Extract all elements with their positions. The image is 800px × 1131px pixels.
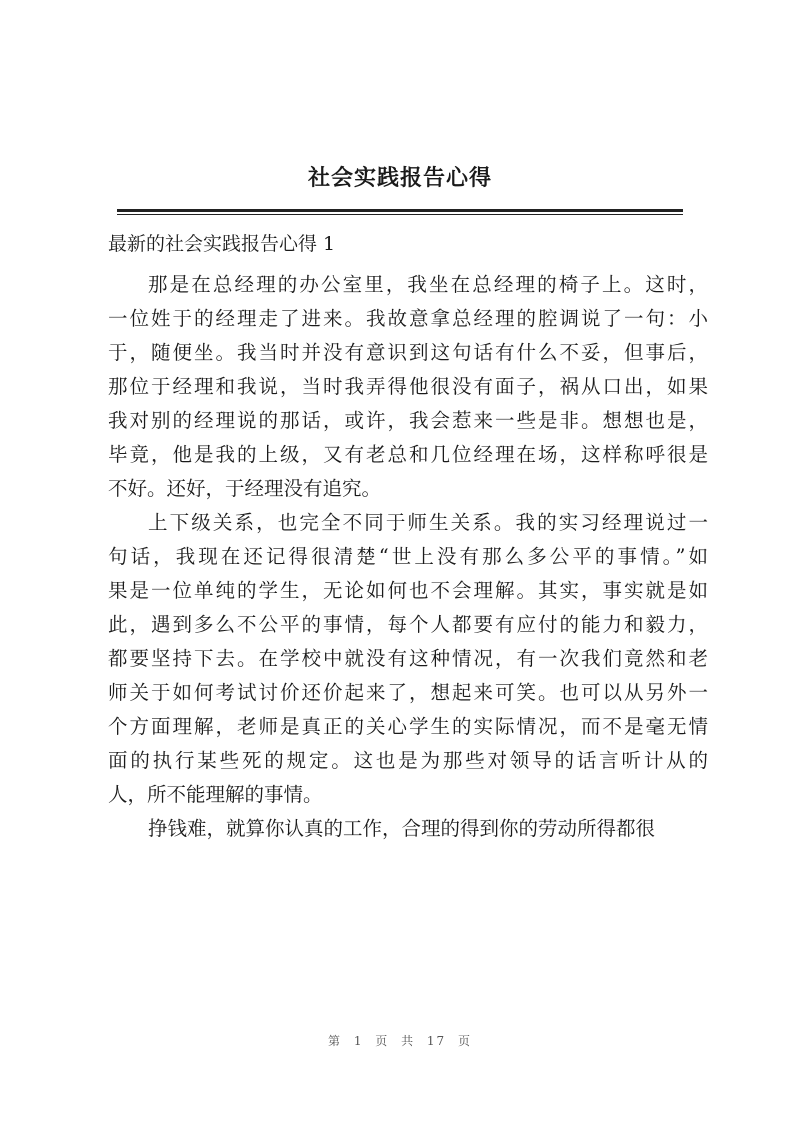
paragraph-list xyxy=(108,268,708,846)
paragraph xyxy=(108,268,708,506)
paragraph-line: 都要坚持下去。在学校中就没有这种情况，有一次我们竟然和老 xyxy=(108,647,708,670)
paragraph-line: 我对别的经理说的那话，或许，我会惹来一些是非。想想也是， xyxy=(108,409,708,432)
section-heading: 最新的社会实践报告心得 1 xyxy=(108,233,336,255)
paragraph-line: 面的执行某些死的规定。这也是为那些对领导的话言听计从的 xyxy=(108,749,708,772)
paragraph-line: 挣钱难，就算你认真的工作，合理的得到你的劳动所得都很 xyxy=(148,817,656,840)
paragraph-line: 一位姓于的经理走了进来。我故意拿总经理的腔调说了一句：小 xyxy=(108,307,708,330)
paragraph-line: 那是在总经理的办公室里，我坐在总经理的椅子上。这时， xyxy=(148,273,708,296)
paragraph-line: 此，遇到多么不公平的事情，每个人都要有应付的能力和毅力， xyxy=(108,613,708,636)
paragraph-line: 于，随便坐。我当时并没有意识到这句话有什么不妥，但事后， xyxy=(108,341,708,364)
paragraph-line: 不好。还好，于经理没有追究。 xyxy=(108,477,382,500)
paragraph-line: 人，所不能理解的事情。 xyxy=(108,783,323,806)
paragraph xyxy=(108,506,708,812)
paragraph-line: 毕竟，他是我的上级，又有老总和几位经理在场，这样称呼很是 xyxy=(108,443,708,466)
document-title: 社会实践报告心得 xyxy=(307,165,492,191)
paragraph-line: 果是一位单纯的学生，无论如何也不会理解。其实，事实就是如 xyxy=(108,579,708,602)
paragraph xyxy=(108,812,708,846)
paragraph-line: 师关于如何考试讨价还价起来了，想起来可笑。也可以从另外一 xyxy=(108,681,708,704)
title-rule-thin xyxy=(117,214,683,215)
paragraph-line: 句话，我现在还记得很清楚“世上没有那么多公平的事情。”如 xyxy=(108,545,708,568)
paragraph-line: 个方面理解，老师是真正的关心学生的实际情况，而不是毫无情 xyxy=(108,715,708,738)
document-body xyxy=(108,230,708,846)
title-rule-thick xyxy=(117,209,683,212)
page-footer: 第 1 页 共 17 页 xyxy=(328,1034,472,1048)
paragraph-line: 上下级关系，也完全不同于师生关系。我的实习经理说过一 xyxy=(148,511,708,534)
paragraph-line: 那位于经理和我说，当时我弄得他很没有面子，祸从口出，如果 xyxy=(108,375,708,398)
